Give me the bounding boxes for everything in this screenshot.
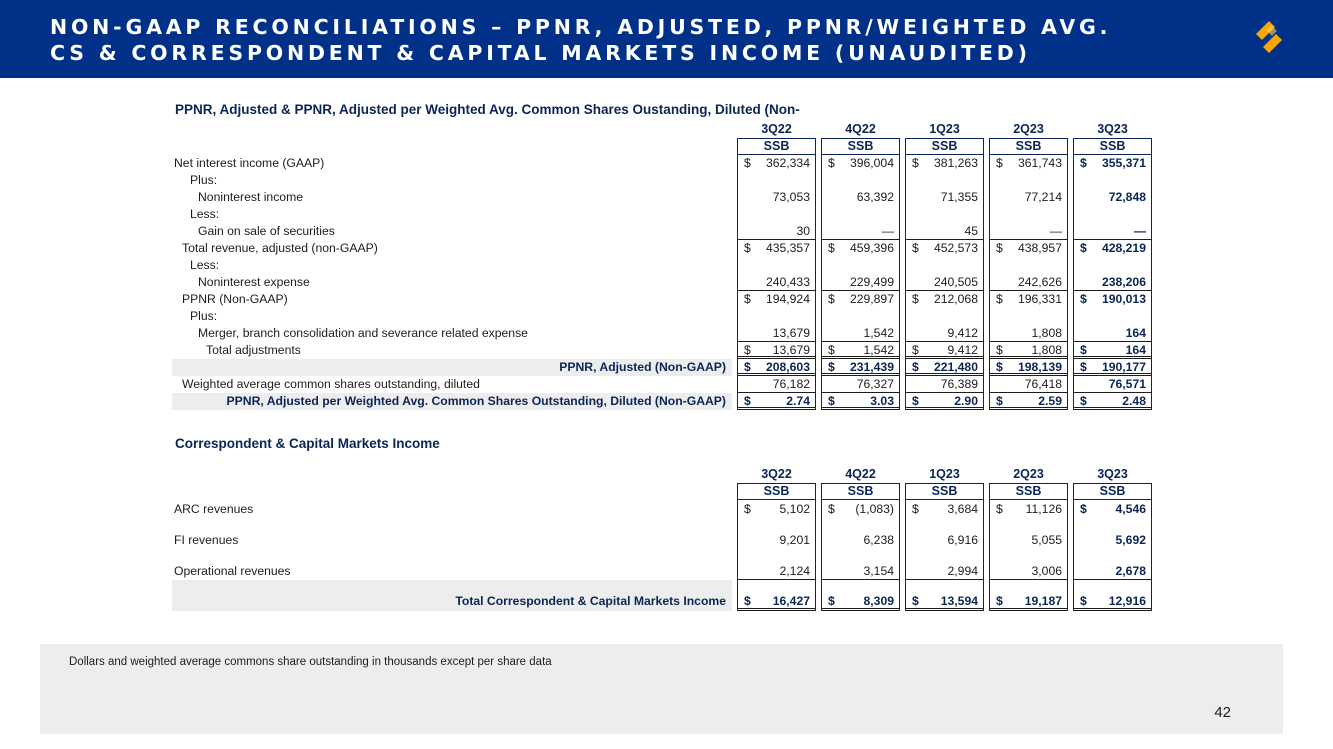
table-cell [822,189,899,206]
currency-symbol: $ [912,394,919,408]
table-cell [990,223,1067,240]
table-cell [738,500,815,518]
cell-value: 362,334 [765,156,810,170]
currency-symbol: $ [1080,156,1087,170]
cell-value: 1,808 [1031,326,1062,340]
table-cell [822,223,899,240]
cell-value: 212,068 [933,292,978,306]
cell-value: 2.74 [786,394,810,408]
cell-value: 9,412 [947,343,978,357]
table-cell [1074,393,1151,410]
cell-value: 2,994 [947,564,978,578]
currency-symbol: $ [912,241,919,255]
currency-symbol: $ [828,292,835,306]
cell-value: — [1133,224,1146,238]
table-cell [906,240,983,257]
cell-value: 5,692 [1115,533,1146,547]
row-label: Total adjustments [206,343,301,357]
table-cell [738,155,815,172]
table-cell [990,155,1067,172]
currency-symbol: $ [744,394,751,408]
cell-value: 194,924 [765,292,810,306]
table-cell [990,580,1067,611]
currency-symbol: $ [828,241,835,255]
cell-value: 13,679 [772,343,810,357]
column-header-entity: SSB [905,138,984,155]
column-3q23 [1073,466,1152,611]
table-cell [822,257,899,274]
table-cell [1074,189,1151,206]
table-cell [822,308,899,325]
cell-value: 221,480 [933,360,978,374]
table-cell [1074,172,1151,189]
table-cell [738,325,815,342]
currency-symbol: $ [912,292,919,306]
table-cell [738,257,815,274]
cell-value: 361,743 [1017,156,1062,170]
column-header-entity: SSB [1073,483,1152,500]
table-cell [738,291,815,308]
column-cells [905,500,984,611]
table-cell [906,359,983,376]
column-header-quarter: 4Q22 [845,467,876,481]
column-4q22 [821,121,900,410]
table-cell [906,393,983,410]
cell-value: 164 [1125,326,1146,340]
table-cell [906,189,983,206]
row-label: Total revenue, adjusted (non-GAAP) [182,241,378,255]
currency-symbol: $ [912,502,919,516]
column-3q22 [737,466,816,611]
currency-symbol: $ [996,241,1003,255]
slide-header [0,0,1333,78]
column-header-quarter: 3Q22 [761,467,792,481]
table-cell [738,206,815,223]
table-cell [1074,240,1151,257]
currency-symbol: $ [996,594,1003,608]
table-cell [906,274,983,291]
currency-symbol: $ [1080,394,1087,408]
column-2q23 [989,121,1068,410]
column-3q22 [737,121,816,410]
cell-value: (1,083) [855,502,894,516]
cell-value: 13,594 [940,594,978,608]
table-cell [738,240,815,257]
table-cell [1074,500,1151,518]
table-cell [738,549,815,580]
row-label: Plus: [190,309,218,323]
cell-value: 73,053 [772,190,810,204]
cell-value: 435,357 [765,241,810,255]
column-header-quarter: 3Q23 [1097,467,1128,481]
cell-value: 438,957 [1017,241,1062,255]
table-cell [1074,155,1151,172]
table-cell [1074,359,1151,376]
currency-symbol: $ [1080,343,1087,357]
table-cell [822,549,899,580]
cell-value: 381,263 [933,156,978,170]
table-cell [906,223,983,240]
table-cell [822,240,899,257]
cell-value: 2.48 [1122,394,1146,408]
table-cell [738,274,815,291]
table-cell [990,342,1067,359]
cell-value: 242,626 [1017,275,1062,289]
currency-symbol: $ [744,241,751,255]
table1-row-labels [172,155,732,410]
column-header-entity: SSB [737,483,816,500]
currency-symbol: $ [996,292,1003,306]
table-cell [990,189,1067,206]
table2-row-labels [172,500,732,611]
table-cell [1074,580,1151,611]
table-cell [990,359,1067,376]
currency-symbol: $ [1080,360,1087,374]
table-cell [738,308,815,325]
row-label: Less: [190,258,220,272]
table-cell [906,518,983,549]
cell-value: 12,916 [1108,594,1146,608]
table-cell [990,308,1067,325]
cell-value: 3,154 [863,564,894,578]
cell-value: 30 [796,224,810,238]
table-cell [906,580,983,611]
table-cell [906,325,983,342]
cell-value: 190,013 [1101,292,1146,306]
cell-value: 396,004 [849,156,894,170]
table-cell [990,274,1067,291]
table-cell [990,376,1067,393]
table-cell [1074,274,1151,291]
cell-value: 8,309 [863,594,894,608]
currency-symbol: $ [744,594,751,608]
cell-value: 16,427 [772,594,810,608]
table-cell [906,376,983,393]
cell-value: 164 [1125,343,1146,357]
table-cell [738,580,815,611]
table-cell [822,342,899,359]
column-header-quarter: 2Q23 [1013,467,1044,481]
table2-title: Correspondent & Capital Markets Income [175,436,440,451]
table-cell [1074,518,1151,549]
table-cell [822,518,899,549]
row-label: FI revenues [174,533,239,547]
table-cell [906,206,983,223]
column-header-quarter: 1Q23 [929,467,960,481]
cell-value: 231,439 [849,360,894,374]
currency-symbol: $ [828,156,835,170]
column-cells [821,500,900,611]
page-number: 42 [1214,704,1231,721]
currency-symbol: $ [1080,594,1087,608]
table-cell [822,155,899,172]
cell-value: 4,546 [1115,502,1146,516]
cell-value: 76,389 [940,377,978,391]
table-cell [906,155,983,172]
ssb-logo-icon [1252,20,1286,60]
table-cell [906,172,983,189]
currency-symbol: $ [828,360,835,374]
table1-title: PPNR, Adjusted & PPNR, Adjusted per Weighted Avg. Common Shares Oustanding, Diluted (Non- [175,102,800,117]
cell-value: 2,678 [1115,564,1146,578]
column-header-quarter: 4Q22 [845,122,876,136]
row-label: Noninterest income [198,190,303,204]
slide-title [50,14,1230,66]
cell-value: 1,542 [863,343,894,357]
slide-title-line-2: CS & CORRESPONDENT & CAPITAL MARKETS INCOME (UNAUDITED) [50,41,1031,65]
row-label: PPNR (Non-GAAP) [182,292,288,306]
cell-value: 6,238 [863,533,894,547]
cell-value: 2.59 [1038,394,1062,408]
currency-symbol: $ [828,394,835,408]
table-cell [738,223,815,240]
table-cell [1074,291,1151,308]
column-cells [737,155,816,410]
table-cell [822,393,899,410]
column-cells [821,155,900,410]
table-cell [1074,308,1151,325]
column-cells [989,500,1068,611]
table-cell [990,518,1067,549]
table-cell [990,206,1067,223]
column-cells [905,155,984,410]
cell-value: 2,124 [779,564,810,578]
column-header-quarter: 2Q23 [1013,122,1044,136]
cell-value: 208,603 [765,360,810,374]
column-1q23 [905,466,984,611]
table-cell [1074,342,1151,359]
cell-value: 198,139 [1017,360,1062,374]
currency-symbol: $ [828,343,835,357]
column-header-entity: SSB [905,483,984,500]
cell-value: 5,102 [779,502,810,516]
column-header-entity: SSB [989,138,1068,155]
table-cell [822,500,899,518]
cell-value: 238,206 [1101,275,1146,289]
table-cell [990,172,1067,189]
currency-symbol: $ [828,502,835,516]
cell-value: 1,542 [863,326,894,340]
row-label: Less: [190,207,220,221]
row-label: Noninterest expense [198,275,310,289]
cell-value: 229,499 [849,275,894,289]
table-cell [738,393,815,410]
cell-value: 76,327 [856,377,894,391]
currency-symbol: $ [996,394,1003,408]
cell-value: — [1049,224,1062,238]
cell-value: 3.03 [870,394,894,408]
table-cell [1074,206,1151,223]
cell-value: 6,916 [947,533,978,547]
cell-value: 19,187 [1024,594,1062,608]
table-cell [990,257,1067,274]
column-cells [1073,500,1152,611]
column-3q23 [1073,121,1152,410]
column-cells [989,155,1068,410]
table-cell [822,291,899,308]
cell-value: 76,418 [1024,377,1062,391]
cell-value: 13,679 [772,326,810,340]
table-cell [738,342,815,359]
column-header-quarter: 3Q23 [1097,122,1128,136]
currency-symbol: $ [996,156,1003,170]
currency-symbol: $ [744,360,751,374]
table-cell [822,274,899,291]
currency-symbol: $ [1080,241,1087,255]
cell-value: 76,571 [1108,377,1146,391]
table-cell [906,291,983,308]
cell-value: 63,392 [856,190,894,204]
table-cell [738,376,815,393]
row-label: ARC revenues [174,502,254,516]
cell-value: 355,371 [1101,156,1146,170]
row-label: Operational revenues [174,564,291,578]
column-1q23 [905,121,984,410]
column-4q22 [821,466,900,611]
cell-value: 77,214 [1024,190,1062,204]
cell-value: 3,006 [1031,564,1062,578]
currency-symbol: $ [996,360,1003,374]
currency-symbol: $ [744,343,751,357]
currency-symbol: $ [744,292,751,306]
table-cell [906,308,983,325]
column-header-entity: SSB [821,138,900,155]
column-header-entity: SSB [737,138,816,155]
table-cell [990,240,1067,257]
table-cell [990,549,1067,580]
cell-value: 190,177 [1101,360,1146,374]
cell-value: — [881,224,894,238]
currency-symbol: $ [744,156,751,170]
currency-symbol: $ [828,594,835,608]
column-header-entity: SSB [989,483,1068,500]
table-cell [990,325,1067,342]
table-cell [822,376,899,393]
column-cells [737,500,816,611]
currency-symbol: $ [996,343,1003,357]
cell-value: 9,201 [779,533,810,547]
cell-value: 240,433 [765,275,810,289]
cell-value: 72,848 [1108,190,1146,204]
row-label: Gain on sale of securities [198,224,335,238]
cell-value: 1,808 [1031,343,1062,357]
table-cell [738,189,815,206]
cell-value: 229,897 [849,292,894,306]
footnote-panel [40,644,1283,734]
column-header-quarter: 1Q23 [929,122,960,136]
table-cell [738,518,815,549]
cell-value: 71,355 [940,190,978,204]
table-cell [1074,223,1151,240]
row-label: Net interest income (GAAP) [174,156,325,170]
currency-symbol: $ [912,343,919,357]
table-cell [822,206,899,223]
row-label: Total Correspondent & Capital Markets Income [172,580,732,611]
table-cell [1074,325,1151,342]
cell-value: 9,412 [947,326,978,340]
column-header-entity: SSB [821,483,900,500]
row-label: Merger, branch consolidation and severance related expense [198,326,528,340]
table-cell [1074,257,1151,274]
cell-value: 76,182 [772,377,810,391]
row-label: PPNR, Adjusted per Weighted Avg. Common Shares Outstanding, Diluted (Non-GAAP) [172,393,732,410]
currency-symbol: $ [1080,292,1087,306]
table-cell [990,291,1067,308]
table-cell [822,359,899,376]
currency-symbol: $ [912,594,919,608]
row-label: Weighted average common shares outstanding, diluted [182,377,480,391]
table-cell [738,172,815,189]
column-2q23 [989,466,1068,611]
table-cell [990,500,1067,518]
row-label: PPNR, Adjusted (Non-GAAP) [172,359,732,376]
column-header-quarter: 3Q22 [761,122,792,136]
currency-symbol: $ [912,360,919,374]
column-header-entity: SSB [1073,138,1152,155]
cell-value: 11,126 [1025,502,1062,516]
table-cell [738,359,815,376]
column-cells [1073,155,1152,410]
cell-value: 3,684 [947,502,978,516]
table-cell [1074,376,1151,393]
cell-value: 452,573 [933,241,978,255]
table-cell [906,342,983,359]
table-cell [1074,549,1151,580]
table-cell [822,580,899,611]
currency-symbol: $ [912,156,919,170]
cell-value: 2.90 [954,394,978,408]
currency-symbol: $ [744,502,751,516]
table-cell [906,500,983,518]
cell-value: 240,505 [933,275,978,289]
cell-value: 5,055 [1031,533,1062,547]
table-cell [990,393,1067,410]
footnote-text: Dollars and weighted average commons share outstanding in thousands except per share data [69,656,552,668]
currency-symbol: $ [996,502,1003,516]
cell-value: 428,219 [1101,241,1146,255]
cell-value: 196,331 [1017,292,1062,306]
table-cell [822,172,899,189]
cell-value: 459,396 [849,241,894,255]
cell-value: 45 [964,224,978,238]
currency-symbol: $ [1080,502,1087,516]
slide-title-line-1: NON-GAAP RECONCILIATIONS – PPNR, ADJUSTED, PPNR/WEIGHTED AVG. [50,15,1112,39]
row-label: Plus: [190,173,218,187]
table-cell [906,257,983,274]
table-cell [822,325,899,342]
table-cell [906,549,983,580]
